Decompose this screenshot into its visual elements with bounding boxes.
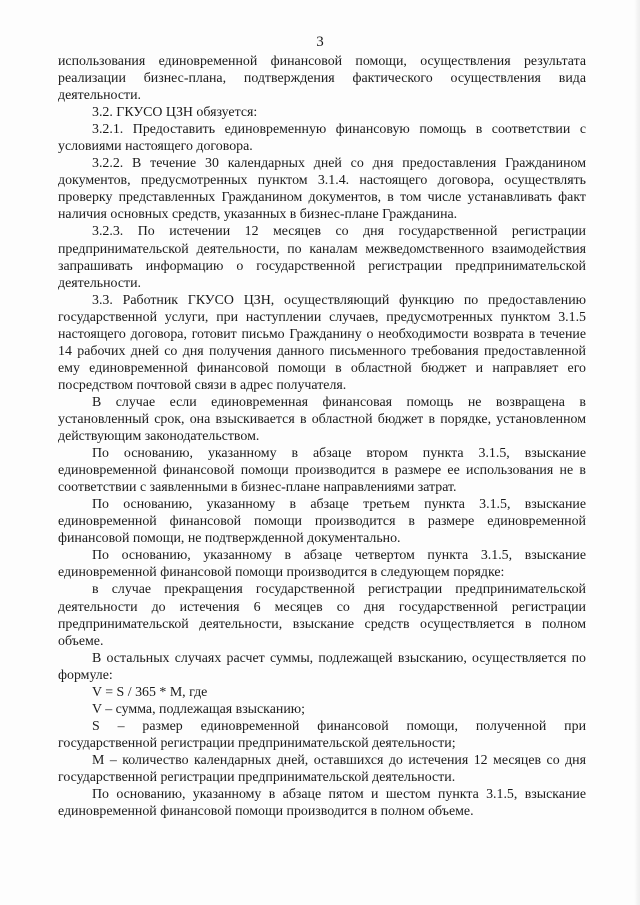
paragraph: S – размер единовременной финансовой помощи, полученной при государственной регистрации предпринимательской деятельности; (58, 718, 586, 751)
paragraph: в случае прекращения государственной регистрации предпринимательской деятельности до истечения 6 месяцев со дня государственной регистрации предпринимательской деятельности, взыскание средств осуществляется в полном объеме. (58, 582, 586, 649)
paragraph: V = S / 365 * M, где (92, 684, 208, 700)
paragraph: В случае если единовременная финансовая помощь не возвращена в установленный срок, она взыскивается в областной бюджет в порядке, установленном действующим законодательством. (58, 394, 586, 445)
paragraph: По основанию, указанному в абзаце пятом и шестом пункта 3.1.5, взыскание единовременной финансовой помощи производится в полном объеме. (58, 787, 586, 820)
paragraph: В остальных случаях расчет суммы, подлежащей взысканию, осуществляется по формуле: (58, 650, 586, 683)
paragraph: 3.2.2. В течение 30 календарных дней со дня предоставления Гражданином документов, предусмотренных пунктом 3.1.4. настоящего договора, осуществлять проверку представленных Гражданином документов, в том числе устанавливать факт наличия основных средств, указанных в бизнес-плане Гражданина. (58, 156, 586, 223)
paragraph: 3.2.1. Предоставить единовременную финансовую помощь в соответствии с условиями настоящего договора. (58, 122, 586, 155)
document-body (58, 53, 586, 820)
paragraph: 3.3. Работник ГКУСО ЦЗН, осуществляющий функцию по предоставлению государственной услуги, при наступлении случаев, предусмотренных пунктом 3.1.5 настоящего договора, готовит письмо Гражданину о необходимости возврата в течение 14 рабочих дней со дня получения данного письменного требования предоставленной ему единовременной финансовой помощи в областной бюджет и направляет его посредством почтовой связи в адрес получателя. (58, 292, 586, 393)
page-edge-shadow (634, 0, 640, 905)
paragraph: 3.2. ГКУСО ЦЗН обязуется: (92, 105, 258, 121)
paragraph: M – количество календарных дней, оставшихся до истечения 12 месяцев со дня государственной регистрации предпринимательской деятельности. (58, 752, 586, 785)
paragraph: По основанию, указанному в абзаце четвертом пункта 3.1.5, взыскание единовременной финансовой помощи производится в следующем порядке: (58, 548, 586, 581)
paragraph: использования единовременной финансовой помощи, осуществления результата реализации бизнес-плана, подтверждения фактического осуществления вида деятельности. (58, 54, 586, 104)
paragraph: V – сумма, подлежащая взысканию; (92, 701, 305, 717)
page-number: 3 (316, 34, 324, 50)
paragraph: 3.2.3. По истечении 12 месяцев со дня государственной регистрации предпринимательской деятельности, по каналам межведомственного взаимодействия запрашивать информацию о государственной регистрации предпринимательской деятельности. (58, 224, 586, 291)
paragraph: По основанию, указанному в абзаце втором пункта 3.1.5, взыскание единовременной финансовой помощи производится в размере ее использования не в соответствии с заявленными в бизнес-плане направлениями затрат. (58, 446, 586, 496)
paragraph: По основанию, указанному в абзаце третьем пункта 3.1.5, взыскание единовременной финансовой помощи производится в размере единовременной финансовой помощи, не подтвержденной документально. (58, 497, 586, 547)
